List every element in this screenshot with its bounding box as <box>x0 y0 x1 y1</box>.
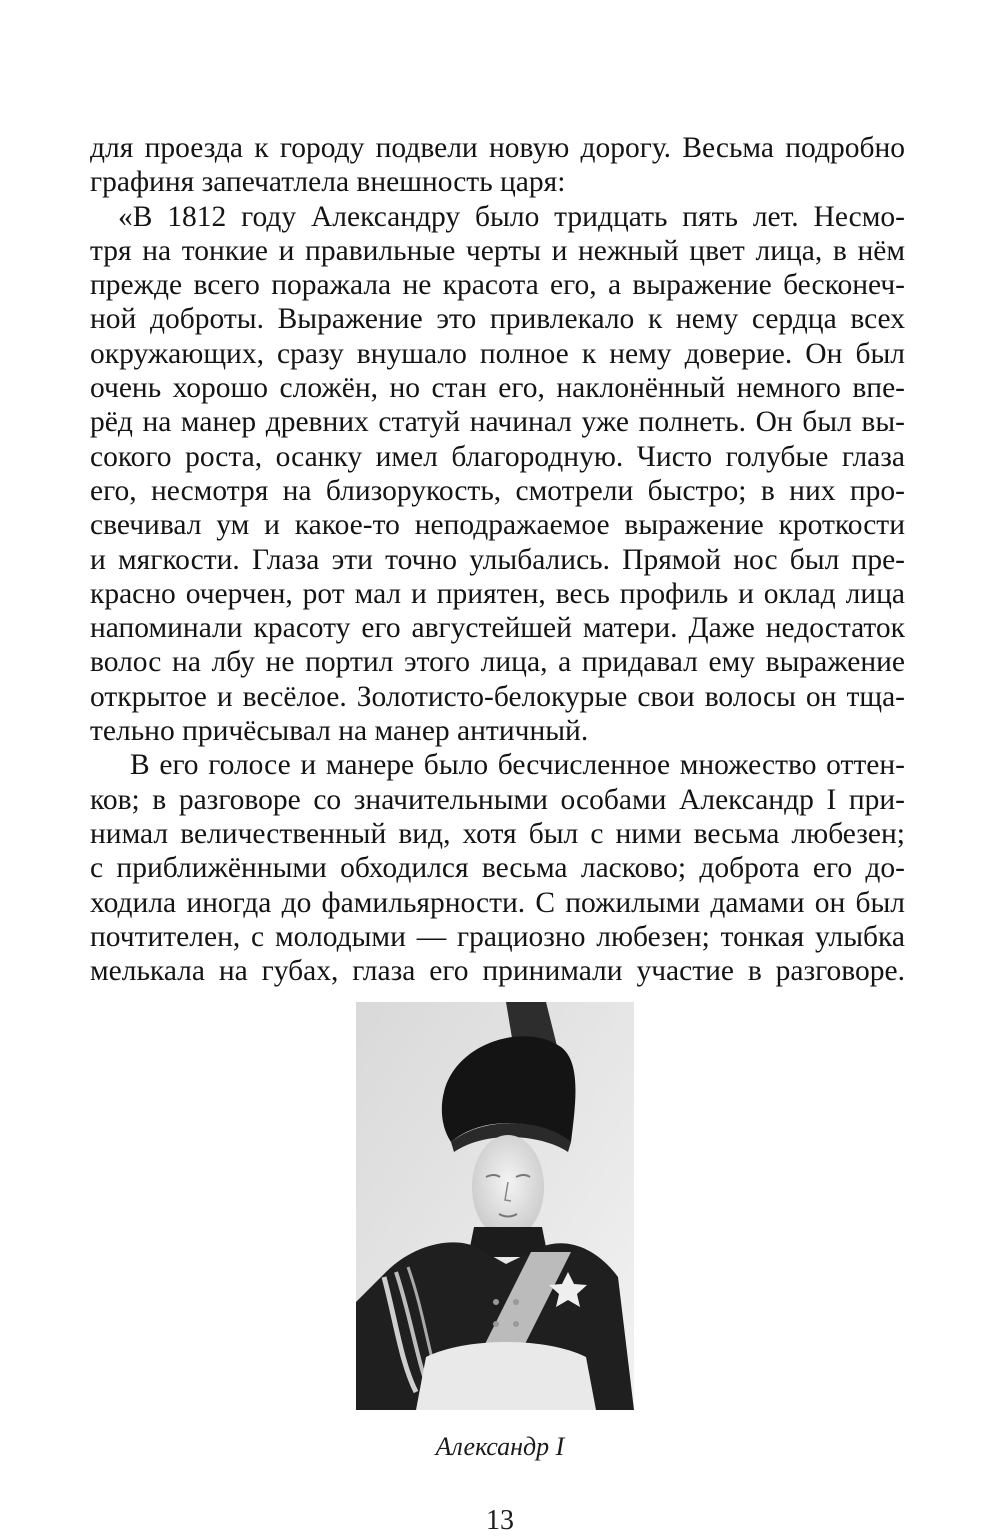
text-line: тря на тонкие и правильные черты и нежный цвет лица, в нём <box>90 234 905 267</box>
text-line: ной доброты. Выражение это привлекало к нему сердца всех <box>90 303 905 336</box>
text-line: графиня запечатлела внешность царя: <box>90 166 566 199</box>
text-line: и мягкости. Глаза эти точно улыбались. Прямой нос был пре- <box>90 543 905 576</box>
text-line: волос на лбу не портил этого лица, а придавал ему выражение <box>90 646 905 679</box>
text-line: В его голосе и манере было бесчисленное множество оттен- <box>130 749 905 782</box>
text-line: мелькала на губах, глаза его принимали участие в разговоре. <box>90 955 905 988</box>
body-text <box>90 131 905 988</box>
text-line: открытое и весёлое. Золотисто-белокурые свои волосы он тща- <box>90 680 905 713</box>
figure-caption: Александр I <box>435 1432 565 1461</box>
text-line: нимал величественный вид, хотя был с ними весьма любезен; <box>90 817 905 850</box>
text-line: почтителен, с молодыми — грациозно любезен; тонкая улыбка <box>90 920 905 953</box>
text-line: красно очерчен, рот мал и приятен, весь профиль и оклад лица <box>90 577 905 610</box>
text-line: рёд на манер древних статуй начинал уже полнеть. Он был вы- <box>90 406 905 439</box>
text-line: с приближёнными обходился весьма ласково; доброта его до- <box>90 852 905 885</box>
text-line: прежде всего поражала не красота его, а выражение бесконеч- <box>90 269 905 302</box>
text-line: напоминали красоту его августейшей матери. Даже недостаток <box>90 612 905 645</box>
text-line: очень хорошо сложён, но стан его, наклонённый немного впе- <box>90 372 905 405</box>
text-line: сокого роста, осанку имел благородную. Чисто голубые глаза <box>90 440 905 473</box>
portrait-image <box>356 1002 634 1410</box>
text-line: «В 1812 году Александру было тридцать пять лет. Несмо- <box>118 200 905 233</box>
text-line: ков; в разговоре со значительными особами Александр I при- <box>90 783 905 816</box>
portrait-illustration <box>356 1002 634 1410</box>
text-line: окружающих, сразу внушало полное к нему доверие. Он был <box>90 337 905 370</box>
text-line: тельно причёсывал на манер античный. <box>90 715 589 748</box>
text-line: свечивал ум и какое-то неподражаемое выражение кроткости <box>90 509 905 542</box>
page-number: 13 <box>486 1505 514 1536</box>
text-line: для проезда к городу подвели новую дорогу. Весьма подробно <box>90 132 905 164</box>
text-line: ходила иногда до фамильярности. С пожилыми дамами он был <box>90 886 905 919</box>
text-line: его, несмотря на близорукость, смотрели быстро; в них про- <box>90 474 905 507</box>
